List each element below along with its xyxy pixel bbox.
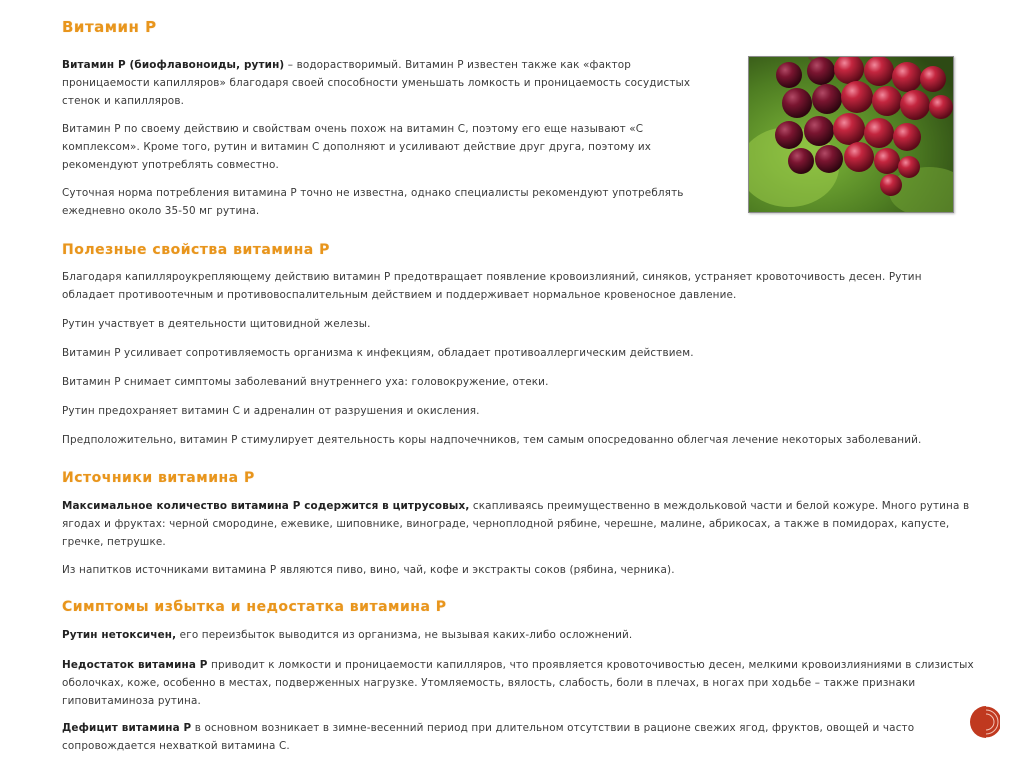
sources-text: скапливаясь преимущественно в междольковой части и белой кожуре. Много рутина в ягодах и фруктах: черной смородине, ежевике, шиповнике, винограде, черноплодной рябине, черешне, малине, абрикосах, а также в помидорах, капусте, гречке, петрушке. xyxy=(62,500,970,548)
intro-term: Витамин Р (биофлавоноиды, рутин) xyxy=(62,59,285,71)
symptoms-paragraph-1 xyxy=(62,626,977,644)
intro-text: – водорастворимый. Витамин Р известен также как «фактор проницаемости капилляров» благодаря своей способности уменьшать ломкость и проницаемость сосудистых стенок и капилляров. xyxy=(62,59,691,107)
intro-paragraph-3: Суточная норма потребления витамина Р точно не известна, однако специалисты рекомендуют употреблять ежедневно около 35-50 мг рутина. xyxy=(62,187,684,217)
grapes-illustration xyxy=(749,57,954,213)
intro-paragraph-2: Витамин Р по своему действию и свойствам очень похож на витамин С, поэтому его еще называют «С комплексом». Кроме того, рутин и витамин С дополняют и усиливают действие друг друга, поэтому их рекомендуют употреблять совместно. xyxy=(62,123,652,171)
symptoms-bold-2: Недостаток витамина Р xyxy=(62,659,208,671)
intro-paragraph-1 xyxy=(62,56,712,110)
symptoms-text-1: его переизбыток выводится из организма, не вызывая каких-либо осложнений. xyxy=(176,629,633,641)
benefits-item: Предположительно, витамин Р стимулирует деятельность коры надпочечников, тем самым опосредованно облегчая лечение некоторых заболеваний. xyxy=(62,434,922,446)
symptoms-bold-3: Дефицит витамина Р xyxy=(62,722,192,734)
symptoms-text-3: в основном возникает в зимне-весенний период при длительном отсутствии в рационе свежих ягод, фруктов, овощей и часто сопровождается нехваткой витамина С. xyxy=(62,722,915,752)
symptoms-bold-1: Рутин нетоксичен, xyxy=(62,629,177,641)
symptoms-text-2: приводит к ломкости и проницаемости капилляров, что проявляется кровоточивостью десен, мелкими кровоизлияниями в слизистых оболочках, коже, особенно в местах, подверженных нагрузке. Утомляемость, вялость, слабость, боли в плечах, в ногах при ходьбе – также признаки гиповитаминоза рутина. xyxy=(62,659,974,707)
benefits-item: Благодаря капилляроукрепляющему действию витамин Р предотвращает появление кровоизлияний, синяков, устраняет кровоточивость десен. Рутин обладает противоотечным и противовоспалительным действием и поддерживает нормальное кровеносное давление. xyxy=(62,271,922,301)
grapes-photo xyxy=(748,56,954,213)
symptoms-heading: Симптомы избытка и недостатка витамина Р xyxy=(62,599,447,615)
page-title: Витамин Р xyxy=(62,18,157,36)
sources-bold: Максимальное количество витамина Р содержится в цитрусовых, xyxy=(62,500,470,512)
benefits-item: Витамин Р усиливает сопротивляемость организма к инфекциям, обладает противоаллергическим действием. xyxy=(62,347,694,359)
sources-heading: Источники витамина Р xyxy=(62,470,255,486)
slide-nav-icon[interactable] xyxy=(966,702,1000,742)
sources-paragraph-2: Из напитков источниками витамина Р являются пиво, вино, чай, кофе и экстракты соков (рябина, черника). xyxy=(62,564,675,576)
benefits-item: Витамин Р снимает симптомы заболеваний внутреннего уха: головокружение, отеки. xyxy=(62,376,549,388)
symptoms-paragraph-2 xyxy=(62,656,977,710)
sources-paragraph-1 xyxy=(62,497,977,551)
symptoms-paragraph-3 xyxy=(62,719,977,755)
circle-arc-icon xyxy=(966,702,1000,742)
benefits-heading: Полезные свойства витамина Р xyxy=(62,242,330,258)
benefits-item: Рутин участвует в деятельности щитовидной железы. xyxy=(62,318,371,330)
benefits-item: Рутин предохраняет витамин С и адреналин от разрушения и окисления. xyxy=(62,405,480,417)
